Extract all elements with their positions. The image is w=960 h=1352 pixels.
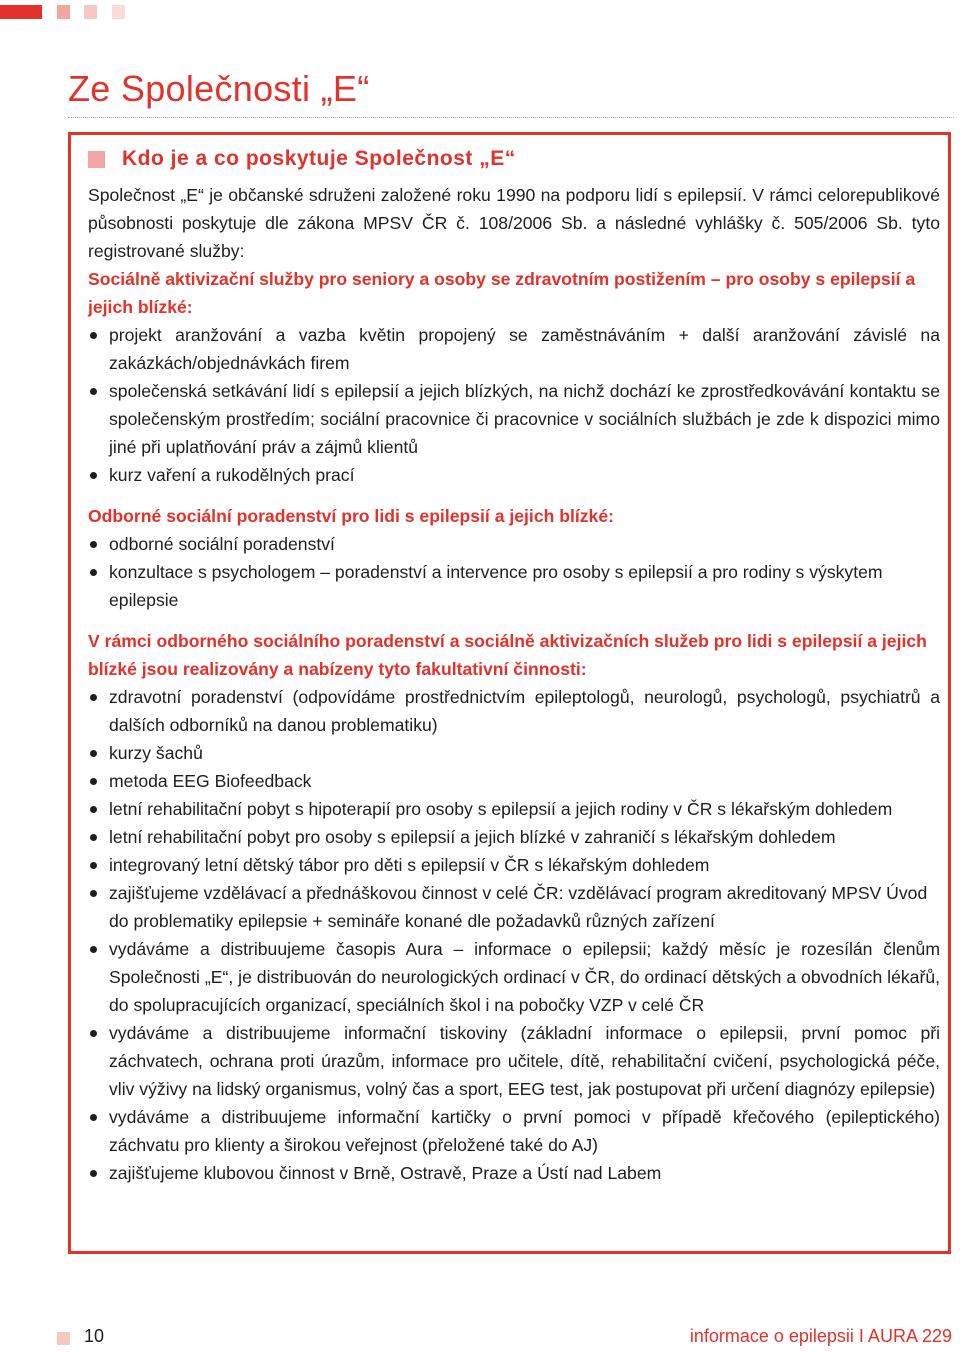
list-item: kurz vaření a rukodělných prací (88, 461, 940, 489)
footer-square-icon (57, 1332, 70, 1345)
list-item: zajišťujeme klubovou činnost v Brně, Ostravě, Praze a Ústí nad Labem (88, 1159, 940, 1187)
list-item: projekt aranžování a vazba květin propojený se zaměstnáváním + další aranžování závislé na zakázkách/objednávkách firem (88, 321, 940, 377)
group-heading: Odborné sociální poradenství pro lidi s epilepsií a jejich blízké: (88, 506, 614, 526)
list-item: kurzy šachů (88, 739, 940, 767)
decor-square-red (0, 5, 42, 19)
group-list (88, 321, 940, 489)
page-title: Ze Společnosti „E“ (68, 68, 370, 109)
list-item: zdravotní poradenství (odpovídáme prostřednictvím epileptologů, neurologů, psychologů, psychiatrů a dalších odborníků na danou problematiku) (88, 683, 940, 739)
list-item: odborné sociální poradenství (88, 530, 940, 558)
decor-square-light (84, 5, 97, 19)
group-list (88, 683, 940, 1187)
top-decor-bar (0, 5, 960, 19)
list-item: zajišťujeme vzdělávací a přednáškovou činnost v celé ČR: vzdělávací program akreditovaný MPSV Úvod do problematiky epilepsie + semináře konané dle požadavků různých zařízení (88, 879, 940, 935)
group-social-activation (88, 265, 940, 489)
group-counseling (88, 502, 940, 614)
group-list (88, 530, 940, 614)
list-item: vydáváme a distribuujeme informační kartičky o první pomoci v případě křečového (epileptického) záchvatu pro klienty a širokou veřejnost (přeložené také do AJ) (88, 1103, 940, 1159)
list-item: konzultace s psychologem – poradenství a intervence pro osoby s epilepsií a pro rodiny s výskytem epilepsie (88, 558, 940, 614)
group-optional-activities (88, 627, 940, 1187)
section-title-text: Kdo je a co poskytuje Společnost „E“ (122, 147, 516, 170)
heading-square-icon (88, 151, 105, 168)
group-heading: Sociálně aktivizační služby pro seniory a osoby se zdravotním postižením – pro osoby s epilepsií a jejich blízké: (88, 269, 916, 317)
footer-publication: informace o epilepsii I AURA 229 (689, 1326, 952, 1346)
list-item: integrovaný letní dětský tábor pro děti s epilepsií v ČR s lékařským dohledem (88, 851, 940, 879)
list-item: letní rehabilitační pobyt s hipoterapií pro osoby s epilepsií a jejich rodiny v ČR s lékařským dohledem (88, 795, 940, 823)
decor-square-pink (57, 5, 70, 19)
list-item: metoda EEG Biofeedback (88, 767, 940, 795)
list-item: vydáváme a distribuujeme časopis Aura – informace o epilepsii; každý měsíc je rozesílán členům Společnosti „E“, je distribuován do neurologických ordinací v ČR, do ordinací dětských a obvodních lékařů, do spolupracujících organizací, speciálních škol i na pobočky VZP v celé ČR (88, 935, 940, 1019)
content-area (88, 145, 940, 1200)
page-number: 10 (84, 1326, 105, 1346)
title-dotted-rule (68, 117, 954, 118)
decor-square-lighter (112, 5, 125, 19)
intro-paragraph: Společnost „E“ je občanské sdruženi založené roku 1990 na podporu lidí s epilepsií. V rámci celorepublikové působnosti poskytuje dle zákona MPSV ČR č. 108/2006 Sb. a následné vyhlášky č. 505/2006 Sb. tyto registrované služby: (88, 185, 940, 261)
list-item: společenská setkávání lidí s epilepsií a jejich blízkých, na nichž dochází ke zprostředkovávání kontaktu se společenským prostředím; sociální pracovnice či pracovnice v sociálních službách je zde k dispozici mimo jiné při uplatňování práv a zájmů klientů (88, 377, 940, 461)
list-item: vydáváme a distribuujeme informační tiskoviny (základní informace o epilepsii, první pomoc při záchvatech, ochrana proti úrazům, informace pro učitele, dítě, rehabilitační cvičení, psychologická péče, vliv výživy na lidský organismus, volný čas a sport, EEG test, jak postupovat při určení diagnózy epilepsie) (88, 1019, 940, 1103)
list-item: letní rehabilitační pobyt pro osoby s epilepsií a jejich blízké v zahraničí s lékařským dohledem (88, 823, 940, 851)
section-heading (88, 145, 940, 173)
group-heading: V rámci odborného sociálního poradenství a sociálně aktivizačních služeb pro lidi s epilepsií a jejich blízké jsou realizovány a nabízeny tyto fakultativní činnosti: (88, 631, 927, 679)
